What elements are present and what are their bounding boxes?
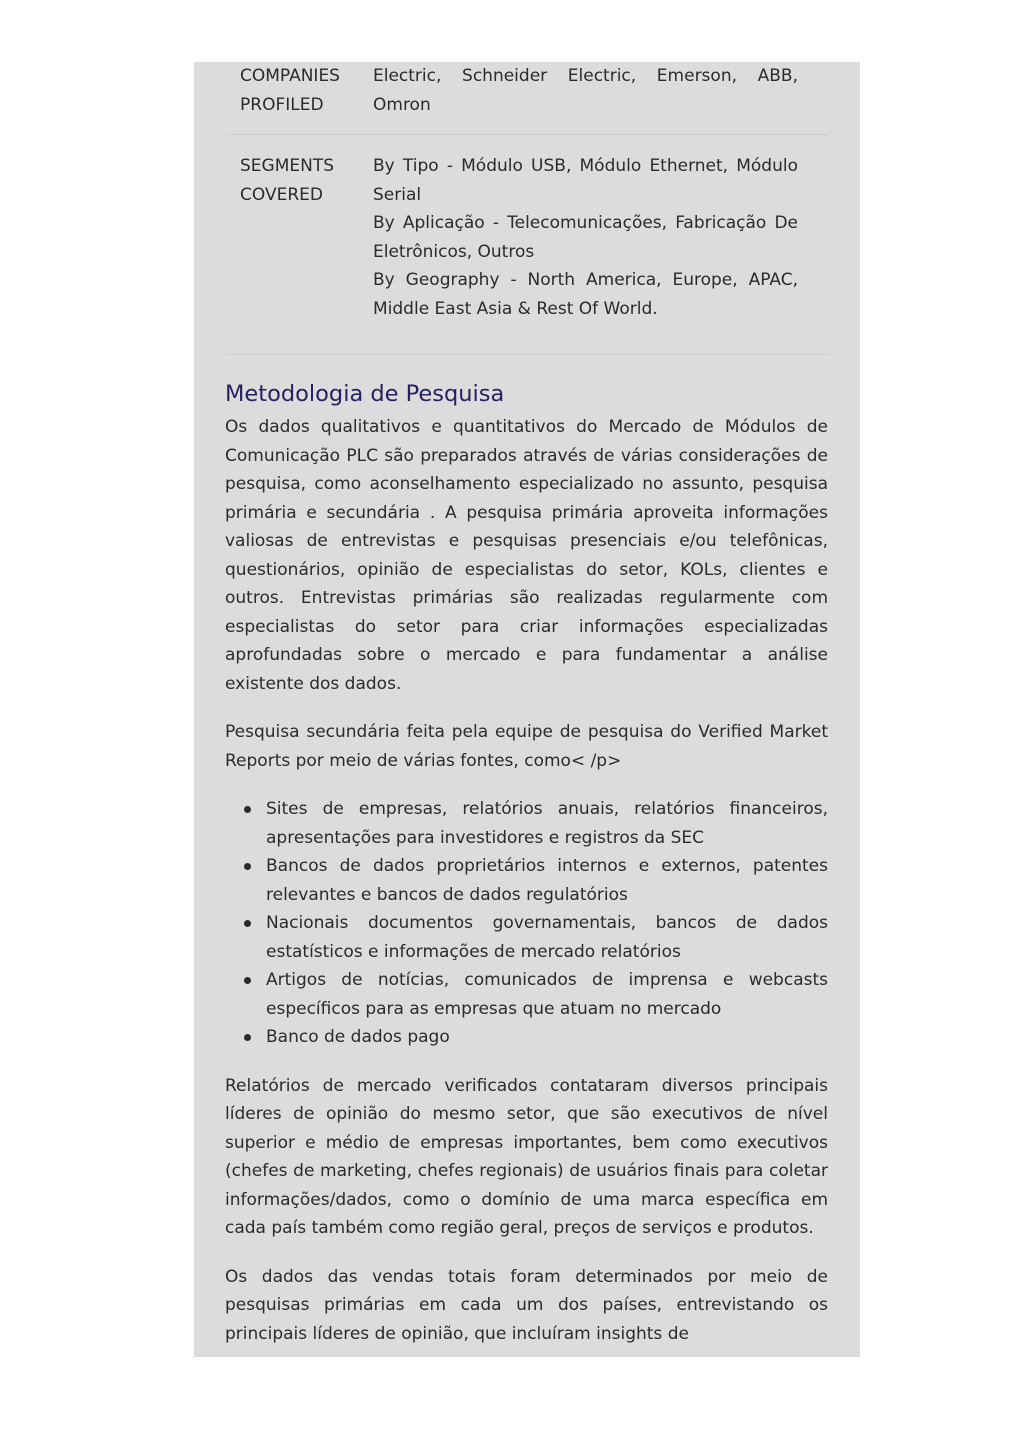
label-line: COMPANIES (240, 66, 340, 86)
table-row-label (225, 152, 373, 354)
list-item (266, 795, 828, 852)
table-row-label (225, 62, 373, 134)
list-item (266, 966, 828, 1023)
paragraph: Os dados das vendas totais foram determinados por meio de pesquisas primárias em cada um dos países, entrevistando os principais líderes de opinião, que incluíram insights de (225, 1266, 828, 1344)
list-item-text: Sites de empresas, relatórios anuais, relatórios financeiros, apresentações para investidores e registros da SEC (266, 799, 828, 848)
table-row-value (373, 62, 798, 134)
list-item (266, 852, 828, 909)
paragraph: Relatórios de mercado verificados contataram diversos principais líderes de opinião do mesmo setor, que são executivos de nível superior e médio de empresas importantes, bem como executivos (chefes de marketing, chefes regionais) de usuários finais para coletar informações/dados, como o domínio de uma marca específica em cada país também como região geral, preços de serviços e produtos. (225, 1075, 828, 1238)
value-line: Electric, Schneider Electric, Emerson, ABB, Omron (373, 66, 798, 115)
value-line: By Tipo - Módulo USB, Módulo Ethernet, Módulo Serial (373, 156, 798, 205)
paragraph: Os dados qualitativos e quantitativos do Mercado de Módulos de Comunicação PLC são preparados através de várias considerações de pesquisa, como aconselhamento especializado no assunto, pesquisa primária e secundária . A pesquisa primária aproveita informações valiosas de entrevistas e pesquisas presenciais e/ou telefônicas, questionários, opinião de especialistas do setor, KOLs, clientes e outros. Entrevistas primárias são realizadas regularmente com especialistas do setor para criar informações especializadas aprofundadas sobre o mercado e para fundamentar a análise existente dos dados. (225, 417, 828, 694)
label-line: SEGMENTS (240, 156, 335, 176)
list-item-text: Banco de dados pago (266, 1027, 450, 1047)
paragraph: Pesquisa secundária feita pela equipe de pesquisa do Verified Market Reports por meio de várias fontes, como< /p> (225, 722, 828, 771)
bullet-icon (244, 920, 251, 927)
list-item (266, 1023, 828, 1052)
list-item-text: Nacionais documentos governamentais, bancos de dados estatísticos e informações de mercado relatórios (266, 913, 828, 962)
table-row-companies (225, 62, 828, 135)
label-line: COVERED (240, 184, 323, 205)
table-row-value (373, 152, 798, 354)
bullet-icon (244, 977, 251, 984)
list-item (266, 909, 828, 966)
content-panel (194, 62, 860, 1357)
value-line: By Geography - North America, Europe, APAC, Middle East Asia & Rest Of World. (373, 270, 798, 319)
label-line: PROFILED (240, 94, 324, 115)
bullet-icon (244, 806, 251, 813)
section-heading: Metodologia de Pesquisa (225, 381, 505, 407)
content-column (225, 62, 828, 1348)
list-item-text: Artigos de notícias, comunicados de imprensa e webcasts específicos para as empresas que atuam no mercado (266, 970, 828, 1019)
bullet-icon (244, 1034, 251, 1041)
value-line: By Aplicação - Telecomunicações, Fabricação De Eletrônicos, Outros (373, 213, 798, 262)
bullet-icon (244, 863, 251, 870)
sources-list (225, 795, 828, 1052)
table-row-segments (225, 152, 828, 355)
report-scope-table (225, 62, 828, 355)
list-item-text: Bancos de dados proprietários internos e externos, patentes relevantes e bancos de dados regulatórios (266, 856, 828, 905)
